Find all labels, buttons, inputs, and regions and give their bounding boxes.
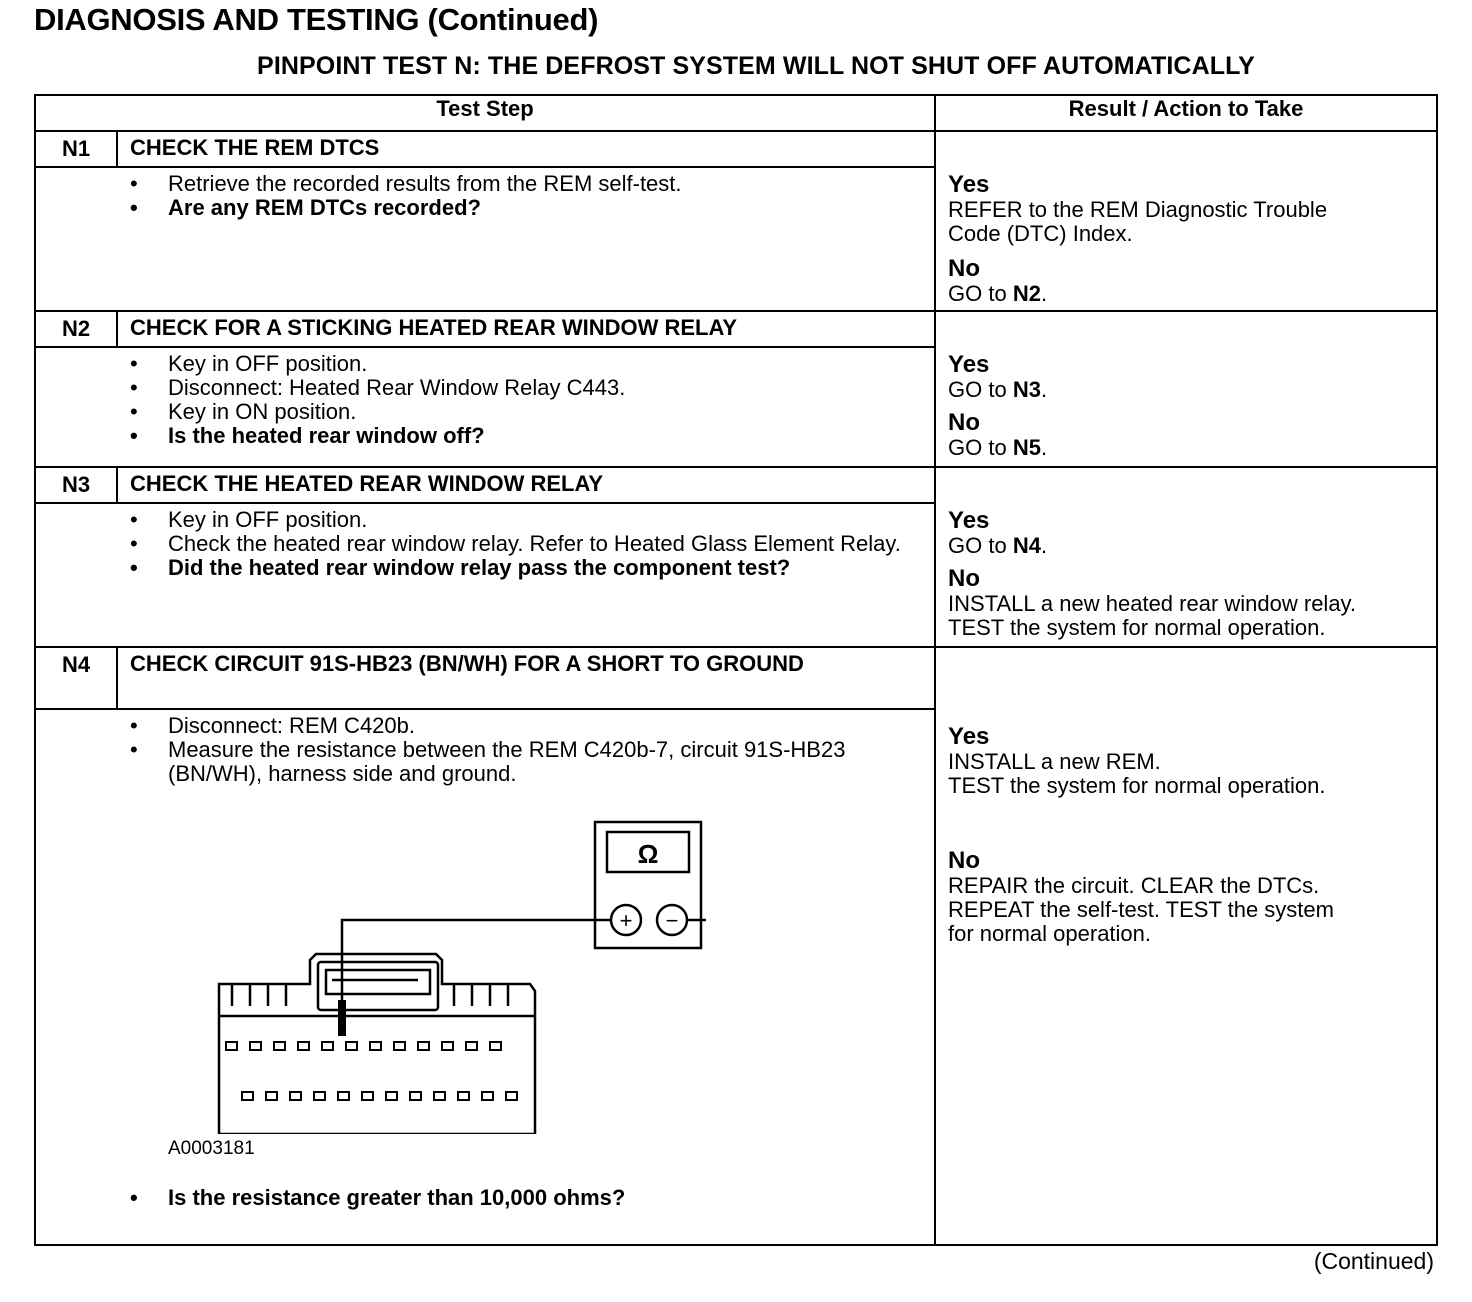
instruction-question: • Did the heated rear window relay pass the component test? xyxy=(36,556,924,580)
action-text: GO to xyxy=(948,435,1013,460)
action-line: REPAIR the circuit. CLEAR the DTCs. xyxy=(948,873,1320,898)
step-n1-result xyxy=(935,131,1437,311)
pinpoint-test-title: PINPOINT TEST N: THE DEFROST SYSTEM WILL NOT SHUT OFF AUTOMATICALLY xyxy=(257,52,1255,80)
header-test-step: Test Step xyxy=(35,95,935,131)
instruction-bullet: • Key in OFF position. xyxy=(36,352,924,376)
step-n4-result xyxy=(935,647,1437,1245)
minus-symbol: − xyxy=(665,908,679,933)
step-id: N1 xyxy=(35,131,117,167)
step-n3-title-row xyxy=(35,467,1437,503)
yes-action xyxy=(948,198,1428,246)
no-action xyxy=(948,592,1428,640)
figure-code: A0003181 xyxy=(168,1138,255,1159)
action-text: GO to xyxy=(948,533,1013,558)
action-suffix: . xyxy=(1040,281,1048,306)
step-n2-result xyxy=(935,311,1437,467)
action-suffix: . xyxy=(1040,435,1048,460)
instruction-bullet: • Disconnect: Heated Rear Window Relay C443. xyxy=(36,376,924,400)
plus-symbol: + xyxy=(619,908,633,933)
step-reference: N2 xyxy=(1012,281,1041,306)
no-label: No xyxy=(948,565,981,592)
yes-action xyxy=(948,750,1428,798)
action-line: REPEAT the self-test. TEST the system xyxy=(948,897,1334,922)
continued-note: (Continued) xyxy=(1313,1248,1434,1274)
action-line: for normal operation. xyxy=(948,921,1152,946)
instruction-bullet: • Key in ON position. xyxy=(36,400,924,424)
step-title: CHECK THE REM DTCS xyxy=(117,131,935,167)
action-line: INSTALL a new REM. xyxy=(948,749,1161,774)
step-n1-instructions xyxy=(35,167,935,311)
action-line: INSTALL a new heated rear window relay. xyxy=(948,591,1357,616)
step-n2-instructions xyxy=(35,347,935,467)
yes-action xyxy=(948,534,1428,558)
yes-label: Yes xyxy=(948,507,990,534)
action-suffix: . xyxy=(1040,377,1048,402)
step-n3-instructions xyxy=(35,503,935,647)
no-label: No xyxy=(948,847,981,874)
instruction-question: • Are any REM DTCs recorded? xyxy=(36,196,924,220)
ohmmeter-connector-diagram xyxy=(36,794,924,1186)
ohm-symbol: Ω xyxy=(637,839,659,869)
negative-test-lead xyxy=(687,920,706,964)
step-reference: N4 xyxy=(1012,533,1041,558)
instruction-bullet: • Check the heated rear window relay. Refer to Heated Glass Element Relay. xyxy=(36,532,924,556)
step-n2-title-row xyxy=(35,311,1437,347)
step-id: N2 xyxy=(35,311,117,347)
no-action xyxy=(948,874,1428,946)
step-n1-title-row xyxy=(35,131,1437,167)
step-n4-title-row xyxy=(35,647,1437,709)
step-n4-instructions xyxy=(35,709,935,1245)
yes-label: Yes xyxy=(948,723,990,750)
step-id: N4 xyxy=(35,647,117,709)
pinpoint-test-table xyxy=(34,94,1438,1246)
action-line: TEST the system for normal operation. xyxy=(948,773,1326,798)
header-result-action: Result / Action to Take xyxy=(935,95,1437,131)
yes-label: Yes xyxy=(948,171,990,198)
step-title: CHECK FOR A STICKING HEATED REAR WINDOW RELAY xyxy=(117,311,935,347)
action-line: REFER to the REM Diagnostic Trouble xyxy=(948,197,1328,222)
yes-action xyxy=(948,378,1428,402)
action-suffix: . xyxy=(1040,533,1048,558)
page-title: DIAGNOSIS AND TESTING (Continued) xyxy=(34,2,599,37)
step-title: CHECK CIRCUIT 91S-HB23 (BN/WH) FOR A SHORT TO GROUND xyxy=(117,647,935,709)
no-action xyxy=(948,436,1428,460)
diagram-drawing xyxy=(146,794,706,1134)
yes-label: Yes xyxy=(948,351,990,378)
instruction-bullet: • Key in OFF position. xyxy=(36,508,924,532)
action-line: TEST the system for normal operation. xyxy=(948,615,1326,640)
instruction-bullet: • Disconnect: REM C420b. xyxy=(36,714,924,738)
no-action xyxy=(948,282,1428,306)
instruction-bullet: • Retrieve the recorded results from the REM self-test. xyxy=(36,172,924,196)
table-header-row xyxy=(35,95,1437,131)
action-text: GO to xyxy=(948,281,1013,306)
step-reference: N5 xyxy=(1012,435,1041,460)
step-n3-result xyxy=(935,467,1437,647)
step-reference: N3 xyxy=(1012,377,1041,402)
step-id: N3 xyxy=(35,467,117,503)
action-line: Code (DTC) Index. xyxy=(948,221,1133,246)
connector-pins xyxy=(226,1042,517,1100)
pin-probe xyxy=(338,1000,346,1036)
instruction-question: • Is the resistance greater than 10,000 ohms? xyxy=(36,1186,924,1210)
no-label: No xyxy=(948,409,981,436)
instruction-bullet: • Measure the resistance between the REM C420b-7, circuit 91S-HB23 (BN/WH), harness side and ground. xyxy=(36,738,924,786)
instruction-question: • Is the heated rear window off? xyxy=(36,424,924,448)
step-title: CHECK THE HEATED REAR WINDOW RELAY xyxy=(117,467,935,503)
no-label: No xyxy=(948,255,981,282)
action-text: GO to xyxy=(948,377,1013,402)
